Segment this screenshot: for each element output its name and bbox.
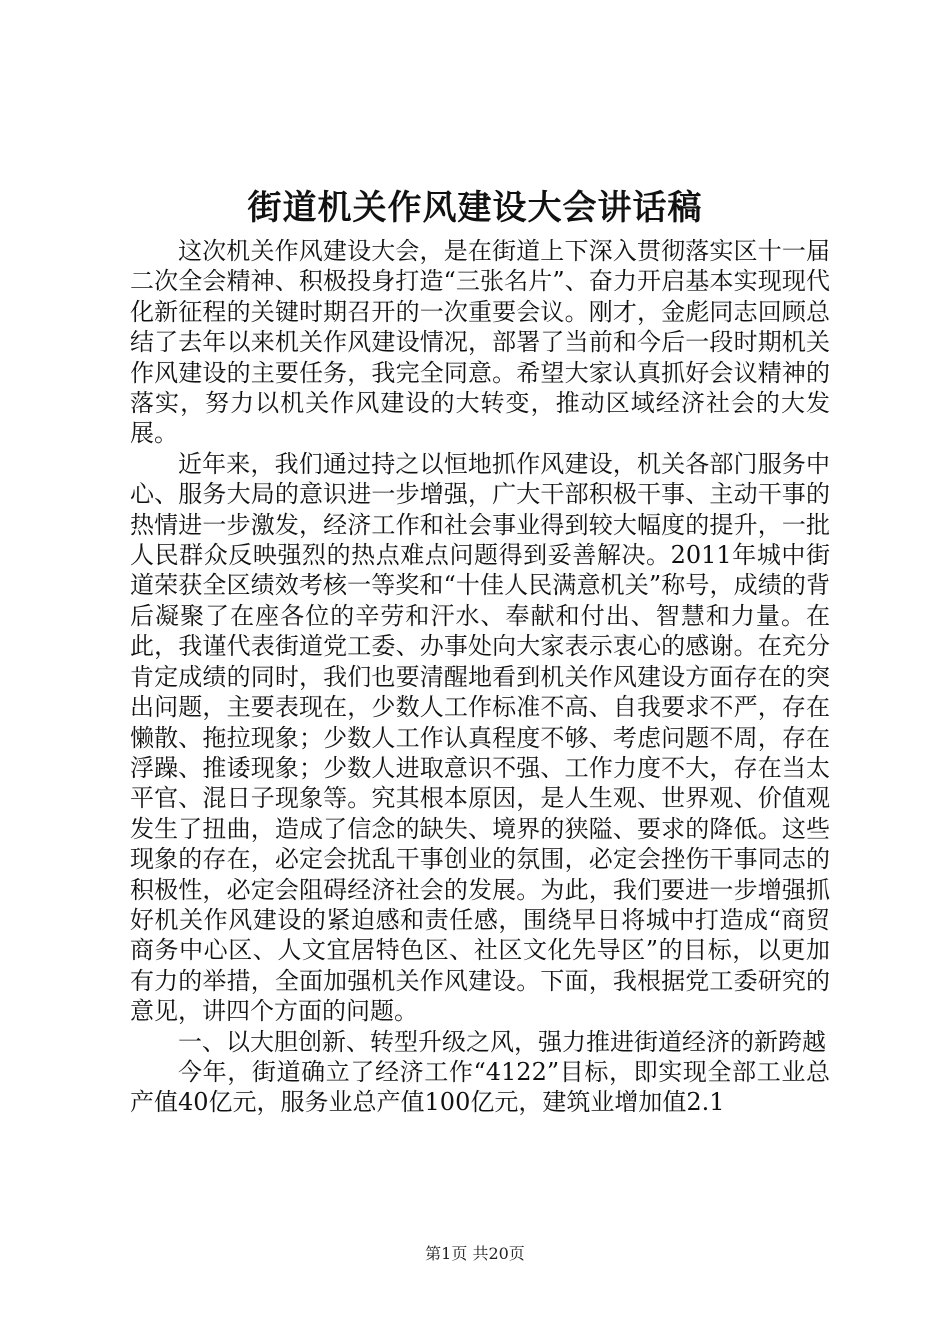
document-title: 街道机关作风建设大会讲话稿: [247, 188, 703, 228]
section-heading-1: 一、以大胆创新、转型升级之风，强力推进街道经济的新跨越: [178, 1027, 826, 1056]
paragraph-review: 近年来，我们通过持之以恒地抓作风建设，机关各部门服务中心、服务大局的意识进一步增强，广大干部积极干事、主动干事的热情进一步激发，经济工作和社会事业得到较大幅度的提升，一批人民群众反映强烈的热点难点问题得到妥善解决。2011年城中街道荣获全区绩效考核一等奖和“十佳人民满意机关”称号，成绩的背后凝聚了在座各位的辛劳和汗水、奉献和付出、智慧和力量。在此，我谨代表街道党工委、办事处向大家表示衷心的感谢。在充分肯定成绩的同时，我们也要清醒地看到机关作风建设方面存在的突出问题，主要表现在，少数人工作标准不高、自我要求不严，存在懒散、拖拉现象；少数人工作认真程度不够、考虑问题不周，存在浮躁、推诿现象；少数人进取意识不强、工作力度不大，存在当太平官、混日子现象等。究其根本原因，是人生观、世界观、价值观发生了扭曲，造成了信念的缺失、境界的狭隘、要求的降低。这些现象的存在，必定会扰乱干事创业的氛围，必定会挫伤干事同志的积极性，必定会阻碍经济社会的发展。为此，我们要进一步增强抓好机关作风建设的紧迫感和责任感，围绕早日将城中打造成“商贸商务中心区、人文宜居特色区、社区文化先导区”的目标，以更加有力的举措，全面加强机关作风建设。下面，我根据党工委研究的意见，讲四个方面的问题。: [130, 449, 830, 1026]
page-footer: 第1页 共20页: [425, 1244, 525, 1263]
paragraph-economy: 今年，街道确立了经济工作“4122”目标，即实现全部工业总产值40亿元，服务业总产值100亿元，建筑业增加值2.1: [130, 1057, 830, 1117]
paragraph-intro: 这次机关作风建设大会，是在街道上下深入贯彻落实区十一届二次全会精神、积极投身打造“三张名片”、奋力开启基本实现现代化新征程的关键时期召开的一次重要会议。刚才，金彪同志回顾总结了去年以来机关作风建设情况，部署了当前和今后一段时期机关作风建设的主要任务，我完全同意。希望大家认真抓好会议精神的落实，努力以机关作风建设的大转变，推动区域经济社会的大发展。: [130, 237, 830, 448]
document-body: [130, 236, 830, 1118]
